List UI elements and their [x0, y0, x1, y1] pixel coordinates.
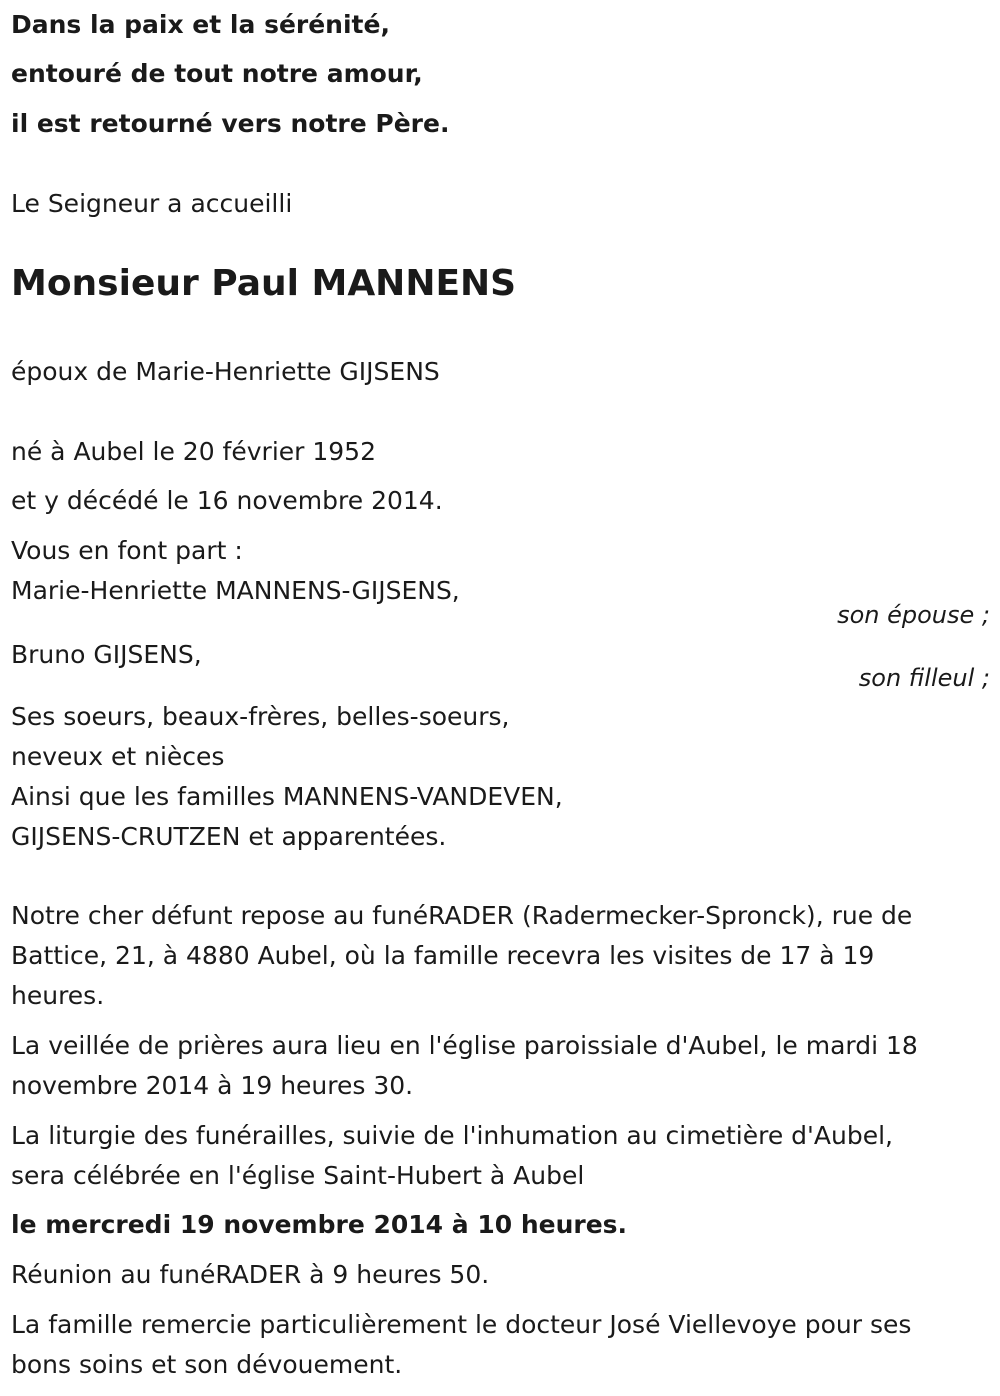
vigil-line-2: novembre 2014 à 19 heures 30.	[11, 1071, 414, 1100]
intro-line-2: entouré de tout notre amour,	[11, 59, 423, 88]
others-line-3: Ainsi que les familles MANNENS-VANDEVEN,	[11, 782, 563, 811]
family-member-name: Bruno GIJSENS,	[11, 640, 202, 669]
intro-line-1: Dans la paix et la sérénité,	[11, 10, 390, 39]
death-info: et y décédé le 16 novembre 2014.	[11, 486, 443, 515]
announce-label: Vous en font part :	[11, 536, 243, 565]
birth-info: né à Aubel le 20 février 1952	[11, 437, 376, 466]
thanks-line-2: bons soins et son dévouement.	[11, 1350, 403, 1379]
family-member-name: Marie-Henriette MANNENS-GIJSENS,	[11, 576, 460, 605]
others-line-2: neveux et nièces	[11, 742, 225, 771]
thanks-line-1: La famille remercie particulièrement le docteur José Viellevoye pour ses	[11, 1310, 912, 1339]
repose-line-3: heures.	[11, 981, 105, 1010]
family-member-role: son filleul ;	[858, 664, 990, 692]
meeting-info: Réunion au funéRADER à 9 heures 50.	[11, 1260, 490, 1289]
family-member-role: son épouse ;	[837, 601, 990, 629]
intro-line-3: il est retourné vers notre Père.	[11, 109, 450, 138]
others-line-1: Ses soeurs, beaux-frères, belles-soeurs,	[11, 702, 510, 731]
liturgy-line-1: La liturgie des funérailles, suivie de l'inhumation au cimetière d'Aubel,	[11, 1121, 893, 1150]
spouse-of: époux de Marie-Henriette GIJSENS	[11, 357, 440, 386]
repose-line-1: Notre cher défunt repose au funéRADER (Radermecker-Spronck), rue de	[11, 901, 913, 930]
repose-line-2: Battice, 21, à 4880 Aubel, où la famille recevra les visites de 17 à 19	[11, 941, 875, 970]
deceased-name: Monsieur Paul MANNENS	[11, 263, 517, 304]
others-line-4: GIJSENS-CRUTZEN et apparentées.	[11, 822, 447, 851]
vigil-line-1: La veillée de prières aura lieu en l'église paroissiale d'Aubel, le mardi 18	[11, 1031, 918, 1060]
liturgy-line-2: sera célébrée en l'église Saint-Hubert à Aubel	[11, 1161, 585, 1190]
welcome-text: Le Seigneur a accueilli	[11, 189, 293, 218]
funeral-date: le mercredi 19 novembre 2014 à 10 heures.	[11, 1210, 628, 1239]
